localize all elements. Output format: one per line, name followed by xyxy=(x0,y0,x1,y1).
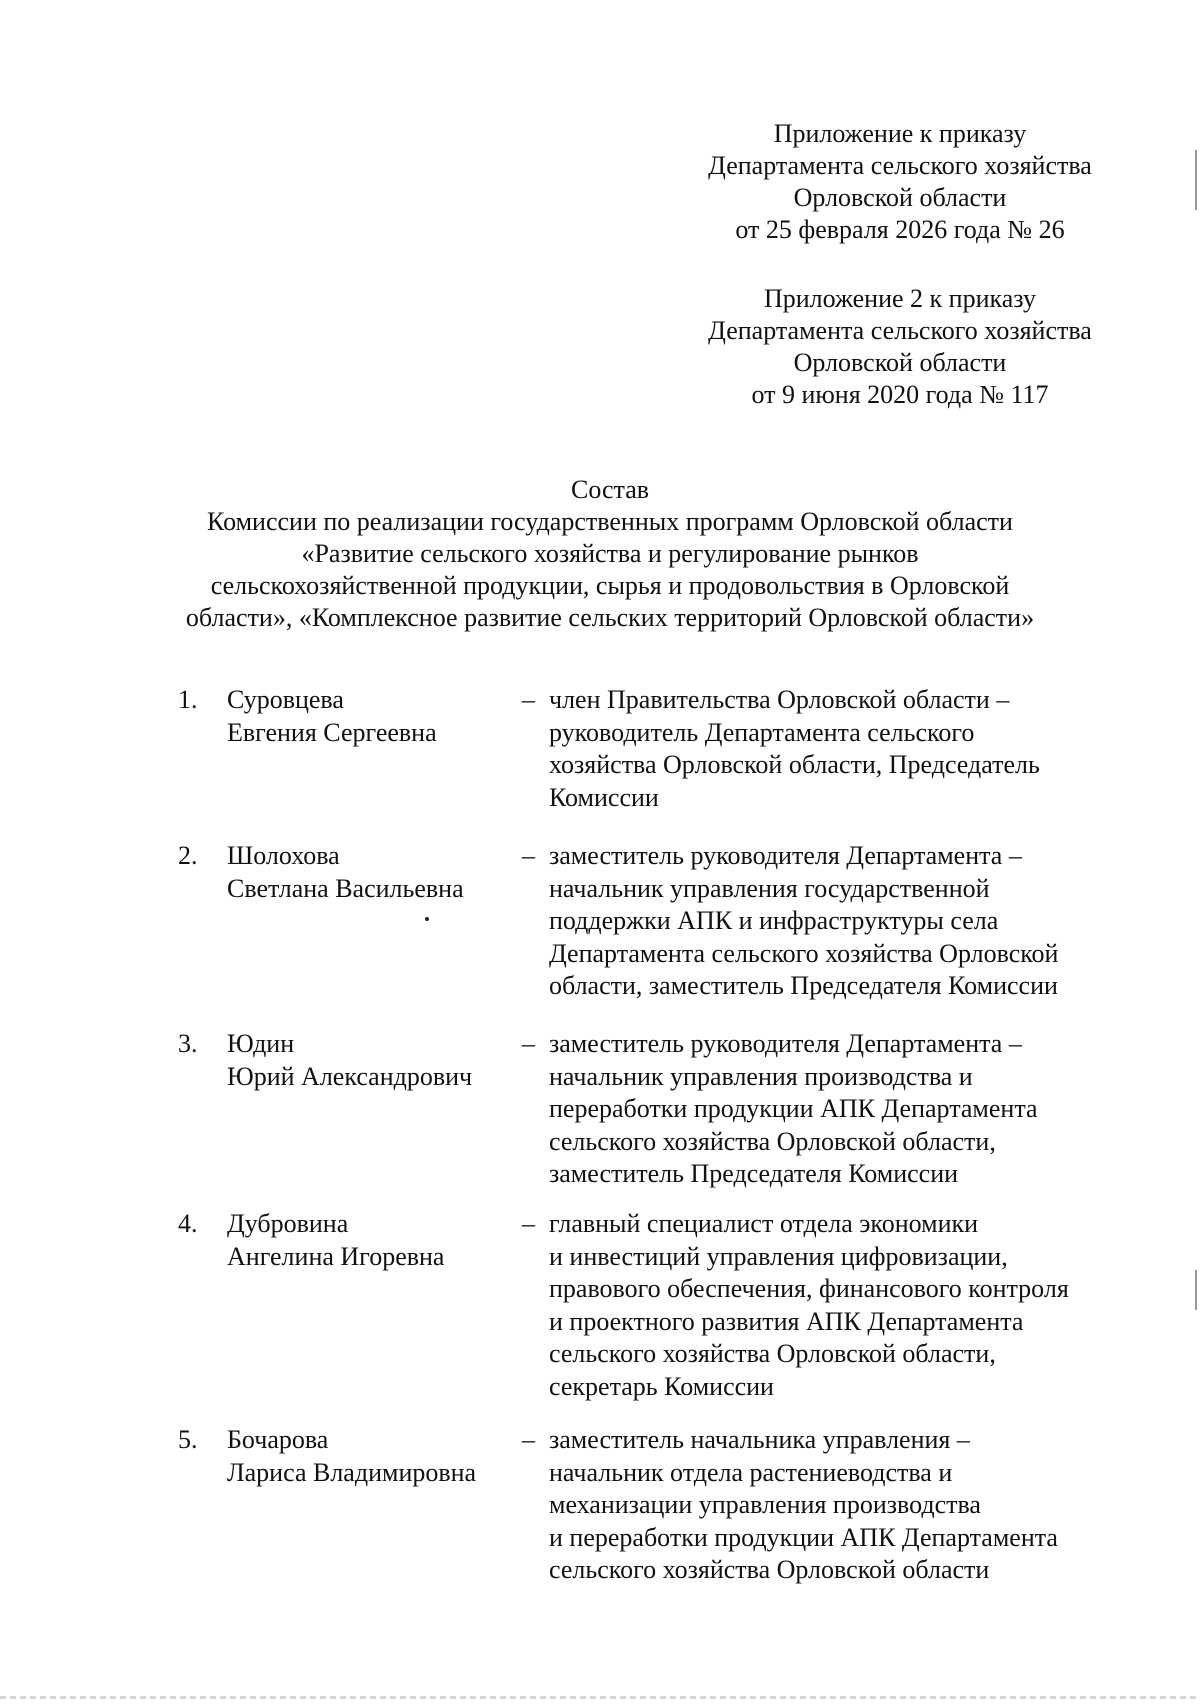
member-dash: – xyxy=(522,1029,535,1058)
member-number: 1. xyxy=(178,685,198,714)
position-line: и переработки продукции АПК Департамента xyxy=(549,1522,1058,1552)
heading-line: Комиссии по реализации государственных программ Орловской области xyxy=(207,507,1013,536)
member-number: 5. xyxy=(178,1425,198,1454)
member-given-names: Евгения Сергеевна xyxy=(227,717,437,747)
member-position xyxy=(549,840,1129,1003)
member-number: 2. xyxy=(178,841,198,870)
member-surname: Бочарова xyxy=(227,1425,329,1454)
appendix-current-line: Приложение к приказу xyxy=(773,119,1027,148)
member-surname: Дубровина xyxy=(227,1209,349,1238)
position-line: заместитель начальника управления – xyxy=(549,1425,970,1454)
member-given-names: Светлана Васильевна xyxy=(227,873,464,903)
commission-heading xyxy=(150,474,1070,634)
member-name xyxy=(227,1208,517,1273)
position-line: Департамента сельского хозяйства Орловской xyxy=(549,938,1059,968)
member-dash: – xyxy=(522,1425,535,1454)
member-dash: – xyxy=(522,1209,535,1238)
position-line: и инвестиций управления цифровизации, xyxy=(549,1241,1008,1271)
member-name xyxy=(227,684,517,749)
position-line: заместитель руководителя Департамента – xyxy=(549,841,1022,870)
member-given-names: Юрий Александрович xyxy=(227,1061,473,1091)
position-line: заместитель руководителя Департамента – xyxy=(549,1029,1022,1058)
heading-line: области», «Комплексное развитие сельских территорий Орловской области» xyxy=(185,603,1035,632)
member-position xyxy=(549,1028,1129,1191)
position-line: главный специалист отдела экономики xyxy=(549,1209,979,1238)
appendix-current-line: Департамента сельского хозяйства xyxy=(708,151,1092,180)
scan-margin-mark xyxy=(1195,150,1197,210)
appendix-current-date-line: от 25 февраля 2026 года № 26 xyxy=(735,215,1065,244)
member-name xyxy=(227,1424,517,1489)
position-line: поддержки АПК и инфраструктуры села xyxy=(549,906,999,935)
heading-line: «Развитие сельского хозяйства и регулирование рынков xyxy=(301,539,919,568)
appendix-current-block xyxy=(620,118,1180,246)
position-line: сельского хозяйства Орловской области xyxy=(549,1555,990,1584)
member-number: 4. xyxy=(178,1209,198,1238)
position-line: сельского хозяйства Орловской области, xyxy=(549,1126,996,1156)
appendix-original-line: Орловской области xyxy=(793,348,1007,377)
position-line: правового обеспечения, финансового контроля xyxy=(549,1274,1069,1303)
member-position xyxy=(549,1208,1129,1403)
member-name xyxy=(227,1028,517,1093)
appendix-original-line: Приложение 2 к приказу xyxy=(763,284,1036,313)
scan-bottom-edge xyxy=(0,1696,1200,1699)
position-line: секретарь Комиссии xyxy=(549,1371,774,1401)
heading-title: Состав xyxy=(570,475,650,504)
appendix-original-block xyxy=(620,283,1180,411)
member-position xyxy=(549,1424,1129,1587)
position-line: руководитель Департамента сельского xyxy=(549,717,975,747)
member-given-names: Лариса Владимировна xyxy=(227,1457,477,1487)
appendix-original-line: Департамента сельского хозяйства xyxy=(708,316,1092,345)
member-surname: Шолохова xyxy=(227,841,340,870)
position-line: заместитель Председателя Комиссии xyxy=(549,1159,959,1188)
position-line: хозяйства Орловской области, Председатель xyxy=(549,750,1040,779)
position-line: и проектного развития АПК Департамента xyxy=(549,1306,1024,1336)
heading-line: сельскохозяйственной продукции, сырья и продовольствия в Орловской xyxy=(210,571,1010,600)
member-surname: Суровцева xyxy=(227,685,344,714)
scan-margin-mark xyxy=(1195,1270,1197,1310)
position-line: сельского хозяйства Орловской области, xyxy=(549,1339,996,1368)
member-given-names: Ангелина Игоревна xyxy=(227,1241,445,1271)
member-surname: Юдин xyxy=(227,1029,295,1058)
member-dash: – xyxy=(522,685,535,714)
position-line: начальник управления государственной xyxy=(549,873,990,903)
position-line: переработки продукции АПК Департамента xyxy=(549,1094,1038,1123)
member-dash: – xyxy=(522,841,535,870)
position-line: начальник управления производства и xyxy=(549,1061,973,1091)
scan-speck xyxy=(425,917,429,921)
member-name xyxy=(227,840,517,905)
position-line: механизации управления производства xyxy=(549,1490,981,1519)
member-position xyxy=(549,684,1129,814)
position-line: член Правительства Орловской области – xyxy=(549,685,1010,714)
appendix-original-date-line: от 9 июня 2020 года № 117 xyxy=(751,380,1049,409)
position-line: начальник отдела растениеводства и xyxy=(549,1457,953,1487)
position-line: Комиссии xyxy=(549,782,659,812)
appendix-current-line: Орловской области xyxy=(793,183,1007,212)
member-number: 3. xyxy=(178,1029,198,1058)
position-line: области, заместитель Председателя Комиссии xyxy=(549,971,1058,1000)
